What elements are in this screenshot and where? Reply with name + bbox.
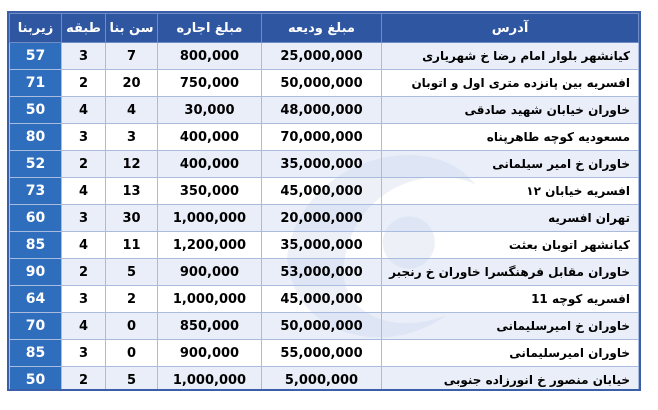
table-row [10, 259, 639, 286]
header-rent: مبلغ اجاره [158, 14, 262, 43]
cell-rent: 1,000,000 [158, 367, 262, 392]
cell-age: 20 [106, 70, 158, 97]
cell-rent: 800,000 [158, 43, 262, 70]
cell-age: 0 [106, 313, 158, 340]
header-area: زیربنا [10, 14, 62, 43]
cell-area: 73 [10, 178, 62, 205]
cell-age: 3 [106, 124, 158, 151]
cell-rent: 900,000 [158, 340, 262, 367]
cell-floor: 3 [62, 340, 106, 367]
cell-floor: 3 [62, 43, 106, 70]
cell-deposit: 50,000,000 [262, 70, 382, 97]
cell-age: 5 [106, 367, 158, 392]
cell-address: افسریه کوچه 11 [382, 286, 639, 313]
table-row [10, 205, 639, 232]
cell-area: 85 [10, 232, 62, 259]
header-age: سن بنا [106, 14, 158, 43]
cell-rent: 1,000,000 [158, 205, 262, 232]
cell-deposit: 45,000,000 [262, 178, 382, 205]
cell-area: 60 [10, 205, 62, 232]
header-floor: طبقه [62, 14, 106, 43]
table-row [10, 340, 639, 367]
cell-rent: 400,000 [158, 124, 262, 151]
cell-address: خاوران مقابل فرهنگسرا خاوران خ رنجبر [382, 259, 639, 286]
cell-floor: 4 [62, 97, 106, 124]
cell-rent: 850,000 [158, 313, 262, 340]
table-row [10, 367, 639, 392]
cell-address: خیابان منصور خ انورزاده جنوبی [382, 367, 639, 392]
cell-floor: 3 [62, 124, 106, 151]
table-row [10, 151, 639, 178]
cell-age: 30 [106, 205, 158, 232]
cell-floor: 4 [62, 232, 106, 259]
cell-age: 5 [106, 259, 158, 286]
cell-deposit: 45,000,000 [262, 286, 382, 313]
cell-area: 50 [10, 97, 62, 124]
table-row [10, 124, 639, 151]
cell-age: 12 [106, 151, 158, 178]
cell-rent: 400,000 [158, 151, 262, 178]
cell-address: خاوران خ امیر سیلمانی [382, 151, 639, 178]
listing-table [9, 13, 639, 391]
cell-deposit: 70,000,000 [262, 124, 382, 151]
cell-rent: 900,000 [158, 259, 262, 286]
cell-address: خاوران خیابان شهید صادقی [382, 97, 639, 124]
cell-floor: 2 [62, 70, 106, 97]
cell-deposit: 55,000,000 [262, 340, 382, 367]
cell-rent: 1,000,000 [158, 286, 262, 313]
table-row [10, 97, 639, 124]
table-row [10, 286, 639, 313]
cell-rent: 1,200,000 [158, 232, 262, 259]
cell-area: 57 [10, 43, 62, 70]
cell-deposit: 5,000,000 [262, 367, 382, 392]
cell-age: 11 [106, 232, 158, 259]
cell-address: افسریه خیابان ۱۲ [382, 178, 639, 205]
cell-address: تهران افسریه [382, 205, 639, 232]
cell-age: 2 [106, 286, 158, 313]
table-row [10, 70, 639, 97]
cell-address: کیانشهر اتوبان بعثت [382, 232, 639, 259]
cell-area: 71 [10, 70, 62, 97]
cell-area: 90 [10, 259, 62, 286]
header-address: آدرس [382, 14, 639, 43]
table-row [10, 313, 639, 340]
cell-area: 80 [10, 124, 62, 151]
cell-area: 70 [10, 313, 62, 340]
table-header-row [10, 14, 639, 43]
listing-table-frame [7, 11, 641, 391]
table-row [10, 232, 639, 259]
cell-age: 0 [106, 340, 158, 367]
cell-floor: 4 [62, 313, 106, 340]
cell-deposit: 25,000,000 [262, 43, 382, 70]
cell-deposit: 53,000,000 [262, 259, 382, 286]
cell-area: 64 [10, 286, 62, 313]
cell-age: 7 [106, 43, 158, 70]
cell-age: 13 [106, 178, 158, 205]
cell-area: 50 [10, 367, 62, 392]
cell-floor: 3 [62, 286, 106, 313]
cell-rent: 350,000 [158, 178, 262, 205]
cell-address: مسعودیه کوچه طاهرپناه [382, 124, 639, 151]
cell-deposit: 48,000,000 [262, 97, 382, 124]
cell-deposit: 20,000,000 [262, 205, 382, 232]
cell-deposit: 35,000,000 [262, 151, 382, 178]
cell-deposit: 50,000,000 [262, 313, 382, 340]
cell-age: 4 [106, 97, 158, 124]
cell-rent: 750,000 [158, 70, 262, 97]
header-deposit: مبلغ ودیعه [262, 14, 382, 43]
cell-address: خاوران خ امیرسلیمانی [382, 313, 639, 340]
cell-rent: 30,000 [158, 97, 262, 124]
cell-floor: 2 [62, 367, 106, 392]
cell-floor: 2 [62, 151, 106, 178]
cell-floor: 3 [62, 205, 106, 232]
table-row [10, 178, 639, 205]
cell-deposit: 35,000,000 [262, 232, 382, 259]
table-row [10, 43, 639, 70]
cell-floor: 2 [62, 259, 106, 286]
cell-floor: 4 [62, 178, 106, 205]
cell-address: خاوران امیرسلیمانی [382, 340, 639, 367]
cell-address: کیانشهر بلوار امام رضا خ شهریاری [382, 43, 639, 70]
cell-address: افسریه بین پانزده متری اول و اتوبان [382, 70, 639, 97]
cell-area: 52 [10, 151, 62, 178]
cell-area: 85 [10, 340, 62, 367]
